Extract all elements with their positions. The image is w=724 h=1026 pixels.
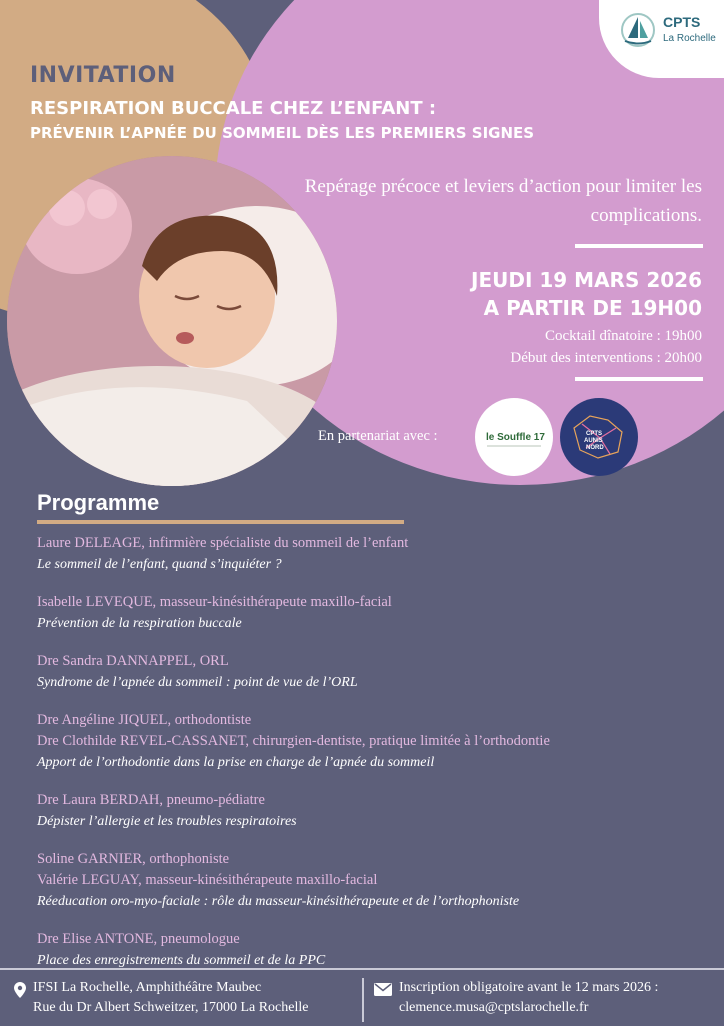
programme-heading: Programme	[37, 490, 160, 515]
speaker-line: Dre Elise ANTONE, pneumologue	[37, 931, 240, 947]
speaker-line: Laure DELEAGE, infirmière spécialiste du sommeil de l’enfant	[37, 535, 409, 551]
cpts-aunis-nord-logo	[560, 398, 638, 476]
programme-divider	[37, 520, 404, 524]
svg-text:le Souffle 17: le Souffle 17	[486, 432, 545, 443]
talk-title: Le sommeil de l’enfant, quand s’inquiéter ?	[37, 557, 282, 572]
talk-title: Apport de l’orthodontie dans la prise en charge de l’apnée du sommeil	[37, 755, 435, 770]
speaker-line: Dre Laura BERDAH, pneumo-pédiatre	[37, 792, 265, 808]
schedule-divider	[575, 377, 703, 381]
registration-email-link[interactable]: clemence.musa@cptslarochelle.fr	[399, 1000, 589, 1015]
speaker-line: Dre Clothilde REVEL-CASSANET, chirurgien-dentiste, pratique limitée à l’orthodontie	[37, 733, 550, 749]
programme-entry	[37, 710, 697, 773]
title-line-2: PRÉVENIR L’APNÉE DU SOMMEIL DÈS LES PREMIERS SIGNES	[30, 124, 535, 142]
footer	[0, 968, 724, 1026]
le-souffle-17-logo	[475, 398, 553, 476]
talk-title: Prévention de la respiration buccale	[37, 616, 242, 631]
programme-entry	[37, 929, 697, 971]
invitation-label: INVITATION	[30, 63, 176, 88]
interventions-time: Début des interventions : 20h00	[510, 350, 702, 366]
speaker-line: Dre Sandra DANNAPPEL, ORL	[37, 653, 229, 669]
programme-entry	[37, 592, 697, 634]
svg-text:AUNIS: AUNIS	[584, 438, 603, 444]
speaker-line: Valérie LEGUAY, masseur-kinésithérapeute maxillo-facial	[37, 872, 378, 888]
talk-title: Dépister l’allergie et les troubles respiratoires	[37, 814, 297, 829]
location-line-1: IFSI La Rochelle, Amphithéâtre Maubec	[33, 980, 262, 995]
svg-text:CPTS: CPTS	[586, 431, 603, 437]
sleeping-child-photo	[7, 156, 337, 486]
cocktail-time: Cocktail dînatoire : 19h00	[544, 328, 702, 344]
event-start-time: A PARTIR DE 19H00	[483, 296, 702, 320]
programme-list	[37, 533, 697, 988]
programme-entry	[37, 849, 697, 912]
speaker-line: Isabelle LEVEQUE, masseur-kinésithérapeute maxillo-facial	[37, 594, 392, 610]
map-pin-icon	[14, 982, 26, 998]
programme-entry	[37, 533, 697, 575]
svg-text:NORD: NORD	[586, 445, 604, 451]
speaker-line: Soline GARNIER, orthophoniste	[37, 851, 230, 867]
subtitle-divider	[575, 244, 703, 248]
speaker-line: Dre Angéline JIQUEL, orthodontiste	[37, 712, 252, 728]
programme-entry	[37, 790, 697, 832]
programme-entry	[37, 651, 697, 693]
logo-subtitle: La Rochelle	[663, 33, 716, 44]
location-line-2: Rue du Dr Albert Schweitzer, 17000 La Rochelle	[33, 1000, 309, 1015]
partnership-label: En partenariat avec :	[318, 428, 438, 444]
logo-title: CPTS	[663, 14, 701, 30]
envelope-icon	[374, 983, 392, 996]
registration-deadline: Inscription obligatoire avant le 12 mars 2026 :	[399, 980, 659, 995]
event-subtitle: Repérage précoce et leviers d’action pour limiter les complications.	[304, 176, 702, 226]
talk-title: Place des enregistrements du sommeil et de la PPC	[37, 953, 326, 968]
sailboat-icon	[619, 12, 657, 48]
talk-title: Syndrome de l’apnée du sommeil : point de vue de l’ORL	[37, 675, 358, 690]
footer-divider	[362, 978, 364, 1022]
talk-title: Réeducation oro-myo-faciale : rôle du masseur-kinésithérapeute et de l’orthophoniste	[37, 894, 520, 909]
title-line-1: RESPIRATION BUCCALE CHEZ L’ENFANT :	[30, 98, 437, 119]
event-date: JEUDI 19 MARS 2026	[471, 268, 702, 292]
